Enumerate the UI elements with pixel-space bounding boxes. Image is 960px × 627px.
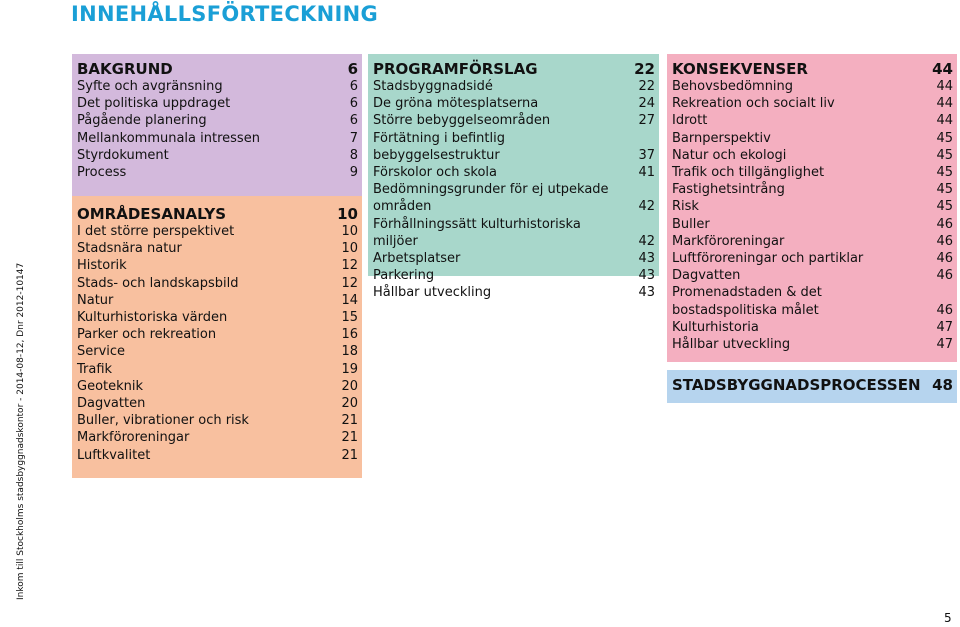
toc-entry[interactable] — [373, 216, 655, 250]
toc-heading[interactable] — [672, 376, 953, 395]
toc-entry-title: Hållbar utveckling — [373, 285, 492, 301]
toc-entry-title: Styrdokument — [77, 147, 169, 163]
toc-entry-page: 19 — [341, 361, 358, 377]
toc-entry[interactable] — [373, 112, 655, 129]
toc-entry[interactable] — [672, 267, 953, 284]
toc-heading-title: KONSEKVENSER — [672, 60, 808, 78]
toc-list — [672, 78, 953, 353]
toc-entry[interactable] — [77, 412, 358, 429]
toc-entry-title: Dagvatten — [672, 268, 741, 284]
toc-entry[interactable] — [77, 223, 358, 240]
toc-entry-page: 18 — [341, 344, 358, 360]
toc-entry-title: Stadsbyggnadsidé — [373, 79, 493, 94]
toc-entry-page: 12 — [341, 275, 358, 291]
toc-entry[interactable] — [77, 257, 358, 274]
toc-entry-page: 22 — [638, 79, 655, 94]
toc-entry-page: 6 — [349, 113, 358, 129]
toc-section-programforslag — [368, 54, 659, 301]
toc-entry-title: Behovsbedömning — [672, 79, 794, 94]
toc-list — [77, 78, 358, 181]
toc-entry-title: Trafik — [77, 361, 113, 377]
toc-entry-title: Service — [77, 344, 126, 360]
toc-entry-page: 16 — [341, 327, 358, 343]
toc-entry[interactable] — [672, 181, 953, 198]
toc-entry[interactable] — [373, 78, 655, 95]
toc-entry-title: Stadsnära natur — [77, 241, 182, 257]
toc-entry-page: 43 — [638, 251, 655, 267]
toc-entry-page: 7 — [349, 130, 358, 146]
toc-entry-page: 8 — [349, 147, 358, 163]
toc-entry-page: 46 — [936, 268, 953, 284]
toc-entry-page: 45 — [936, 165, 953, 181]
toc-entry-title: Natur — [77, 292, 114, 308]
toc-entry-title: Mellankommunala intressen — [77, 130, 260, 146]
toc-entry-title: Markföroreningar — [77, 430, 190, 446]
toc-section-konsekvenser — [667, 54, 957, 362]
toc-entry-title: I det större perspektivet — [77, 224, 235, 239]
toc-entry[interactable] — [77, 112, 358, 129]
toc-entry[interactable] — [373, 95, 655, 112]
toc-entry[interactable] — [77, 78, 358, 95]
toc-entry-page: 43 — [638, 285, 655, 301]
toc-heading-page: 48 — [932, 376, 953, 394]
toc-entry-page: 12 — [341, 258, 358, 274]
toc-entry[interactable] — [77, 361, 358, 378]
toc-entry-title: Pågående planering — [77, 113, 207, 129]
toc-entry-page: 44 — [936, 79, 953, 94]
toc-entry-title: Det politiska uppdraget — [77, 96, 231, 112]
toc-entry-page: 21 — [341, 447, 358, 463]
toc-entry-title: Markföroreningar — [672, 233, 785, 249]
toc-entry-title: Historik — [77, 258, 127, 274]
page-number: 5 — [944, 611, 952, 625]
toc-entry-title: Natur och ekologi — [672, 147, 787, 163]
archive-stamp: Inkom till Stockholms stadsbyggnadskontor - 2014-08-12, Dnr 2012-10147 — [16, 262, 26, 600]
toc-list — [373, 78, 655, 302]
toc-entry-title: Hållbar utveckling — [672, 337, 791, 353]
toc-entry[interactable] — [672, 336, 953, 353]
toc-heading-page: 22 — [634, 60, 655, 78]
toc-entry-page: 14 — [341, 292, 358, 308]
toc-entry[interactable] — [373, 164, 655, 181]
toc-entry-title: Syfte och avgränsning — [77, 79, 223, 94]
toc-entry-page: 42 — [638, 199, 655, 215]
toc-entry[interactable] — [672, 198, 953, 215]
toc-entry[interactable] — [373, 130, 655, 164]
toc-entry-page: 47 — [936, 337, 953, 353]
toc-entry-title: Process — [77, 165, 127, 181]
toc-entry-page: 44 — [936, 113, 953, 129]
toc-entry[interactable] — [77, 95, 358, 112]
toc-entry-title: Geoteknik — [77, 378, 144, 394]
toc-heading[interactable] — [77, 60, 358, 79]
toc-entry-page: 20 — [341, 378, 358, 394]
toc-entry-title: Luftkvalitet — [77, 447, 151, 463]
toc-entry[interactable] — [672, 216, 953, 233]
toc-entry-page: 45 — [936, 199, 953, 215]
toc-heading[interactable] — [77, 205, 358, 224]
toc-entry[interactable] — [77, 275, 358, 292]
toc-entry-title: Dagvatten — [77, 396, 146, 412]
toc-heading-title: PROGRAMFÖRSLAG — [373, 60, 538, 78]
toc-heading-title: STADSBYGGNADSPROCESSEN — [672, 376, 921, 394]
toc-entry-title: Barnperspektiv — [672, 130, 771, 146]
toc-heading-page: 44 — [932, 60, 953, 78]
toc-entry[interactable] — [373, 181, 655, 215]
toc-heading-page: 6 — [347, 60, 358, 78]
toc-entry[interactable] — [672, 147, 953, 164]
toc-heading-title: OMRÅDESANALYS — [77, 205, 226, 223]
toc-entry-page: 6 — [349, 96, 358, 112]
toc-entry[interactable] — [672, 284, 953, 318]
toc-entry[interactable] — [77, 343, 358, 360]
page-title: INNEHÅLLSFÖRTECKNING — [71, 2, 379, 26]
toc-entry-page: 27 — [638, 113, 655, 129]
toc-entry[interactable] — [77, 326, 358, 343]
toc-entry[interactable] — [77, 292, 358, 309]
toc-section-stadsbyggnadsprocessen — [667, 370, 957, 403]
toc-entry-page: 21 — [341, 430, 358, 446]
toc-entry[interactable] — [672, 164, 953, 181]
toc-entry-title: Idrott — [672, 113, 708, 129]
toc-entry-title: Buller, vibrationer och risk — [77, 413, 249, 429]
toc-entry-title: Förtätning i befintlig bebyggelsestruktur — [373, 130, 505, 163]
toc-entry[interactable] — [77, 164, 358, 181]
toc-entry-page: 10 — [341, 241, 358, 257]
toc-entry-page: 9 — [349, 165, 358, 181]
toc-entry[interactable] — [77, 147, 358, 164]
toc-list — [77, 223, 358, 464]
toc-entry[interactable] — [77, 240, 358, 257]
toc-heading-page: 10 — [337, 205, 358, 223]
toc-entry-page: 15 — [341, 310, 358, 326]
toc-entry-page: 46 — [936, 251, 953, 267]
toc-entry-title: Parker och rekreation — [77, 327, 217, 343]
toc-entry-title: Kulturhistoriska värden — [77, 310, 228, 326]
toc-entry-page: 21 — [341, 413, 358, 429]
toc-entry[interactable] — [77, 130, 358, 147]
toc-entry[interactable] — [373, 250, 655, 267]
toc-entry-page: 47 — [936, 319, 953, 335]
toc-entry[interactable] — [373, 284, 655, 301]
toc-entry-title: Stads- och landskapsbild — [77, 275, 239, 291]
toc-entry[interactable] — [373, 267, 655, 284]
toc-entry-page: 24 — [638, 96, 655, 112]
toc-entry-title: Promenadstaden & det bostadspolitiska målet — [672, 285, 822, 318]
toc-entry-page: 10 — [341, 224, 358, 239]
toc-entry-page: 45 — [936, 182, 953, 198]
toc-entry-title: Kulturhistoria — [672, 319, 759, 335]
toc-entry-page: 44 — [936, 96, 953, 112]
toc-entry[interactable] — [77, 447, 358, 464]
toc-entry-page: 37 — [638, 147, 655, 163]
toc-entry-page: 46 — [936, 233, 953, 249]
toc-entry[interactable] — [672, 130, 953, 147]
toc-entry-title: Trafik och tillgänglighet — [672, 165, 825, 181]
toc-entry-page: 45 — [936, 130, 953, 146]
toc-entry-title: Risk — [672, 199, 699, 215]
toc-section-bakgrund — [72, 54, 362, 196]
toc-heading-title: BAKGRUND — [77, 60, 173, 78]
toc-entry[interactable] — [77, 429, 358, 446]
toc-entry-title: Arbetsplatser — [373, 251, 461, 267]
toc-entry-title: Förhållningssätt kulturhistoriska miljöer — [373, 216, 581, 249]
toc-entry-page: 43 — [638, 268, 655, 284]
toc-section-omradesanalys — [72, 196, 362, 478]
toc-entry[interactable] — [672, 78, 953, 95]
toc-entry-title: Fastighetsintrång — [672, 182, 785, 198]
toc-entry[interactable] — [77, 309, 358, 326]
toc-entry-title: Förskolor och skola — [373, 165, 497, 181]
toc-entry[interactable] — [77, 378, 358, 395]
toc-entry-page: 46 — [936, 216, 953, 232]
toc-heading[interactable] — [672, 60, 953, 79]
toc-entry-title: Parkering — [373, 268, 435, 284]
toc-entry-title: Buller — [672, 216, 710, 232]
toc-heading[interactable] — [373, 60, 655, 79]
toc-entry-page: 45 — [936, 147, 953, 163]
toc-entry-page: 6 — [349, 79, 358, 94]
toc-entry[interactable] — [77, 395, 358, 412]
toc-entry-title: De gröna mötesplatserna — [373, 96, 539, 112]
toc-entry-page: 20 — [341, 396, 358, 412]
toc-entry[interactable] — [672, 250, 953, 267]
toc-entry-page: 42 — [638, 233, 655, 249]
toc-entry[interactable] — [672, 95, 953, 112]
toc-entry-title: Större bebyggelseområden — [373, 113, 551, 129]
toc-entry-title: Bedömningsgrunder för ej utpekade områden — [373, 182, 609, 215]
toc-entry-page: 46 — [936, 302, 953, 318]
toc-entry[interactable] — [672, 233, 953, 250]
toc-entry-title: Rekreation och socialt liv — [672, 96, 835, 112]
toc-entry[interactable] — [672, 112, 953, 129]
toc-entry[interactable] — [672, 319, 953, 336]
toc-entry-title: Luftföroreningar och partiklar — [672, 251, 864, 267]
toc-entry-page: 41 — [638, 165, 655, 181]
